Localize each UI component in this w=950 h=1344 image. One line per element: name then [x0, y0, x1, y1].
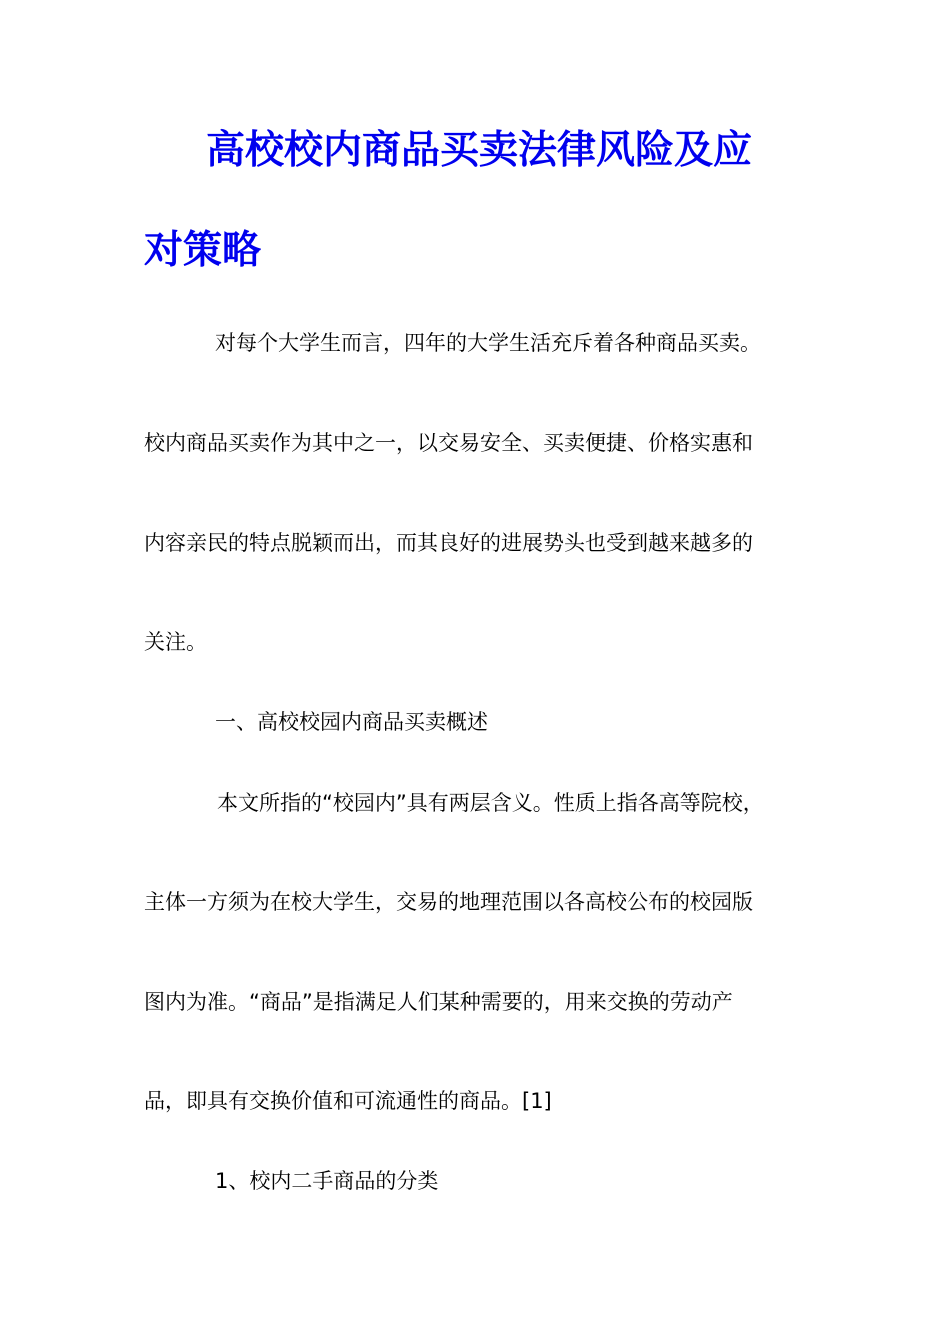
subsection-heading-1: 1、校内二手商品的分类 [215, 1169, 439, 1193]
paragraph-line-7: 图内为准。“商品”是指满足人们某种需要的，用来交换的劳动产 [144, 990, 733, 1014]
paragraph-line-3: 内容亲民的特点脱颖而出，而其良好的进展势头也受到越来越多的 [144, 531, 753, 555]
title-line-2: 对策略 [144, 227, 262, 273]
paragraph-line-5: 本文所指的“校园内”具有两层含义。性质上指各高等院校， [217, 791, 764, 815]
paragraph-line-6: 主体一方须为在校大学生，交易的地理范围以各高校公布的校园版 [144, 890, 753, 914]
paragraph-line-8: 品，即具有交换价值和可流通性的商品。[1] [144, 1089, 552, 1113]
title-line-1: 高校校内商品买卖法律风险及应 [206, 127, 753, 173]
paragraph-line-1: 对每个大学生而言，四年的大学生活充斥着各种商品买卖。 [215, 331, 761, 355]
paragraph-line-2: 校内商品买卖作为其中之一，以交易安全、买卖便捷、价格实惠和 [144, 431, 753, 455]
section-heading-1: 一、高校校园内商品买卖概述 [215, 710, 488, 734]
paragraph-line-4: 关注。 [144, 630, 207, 654]
